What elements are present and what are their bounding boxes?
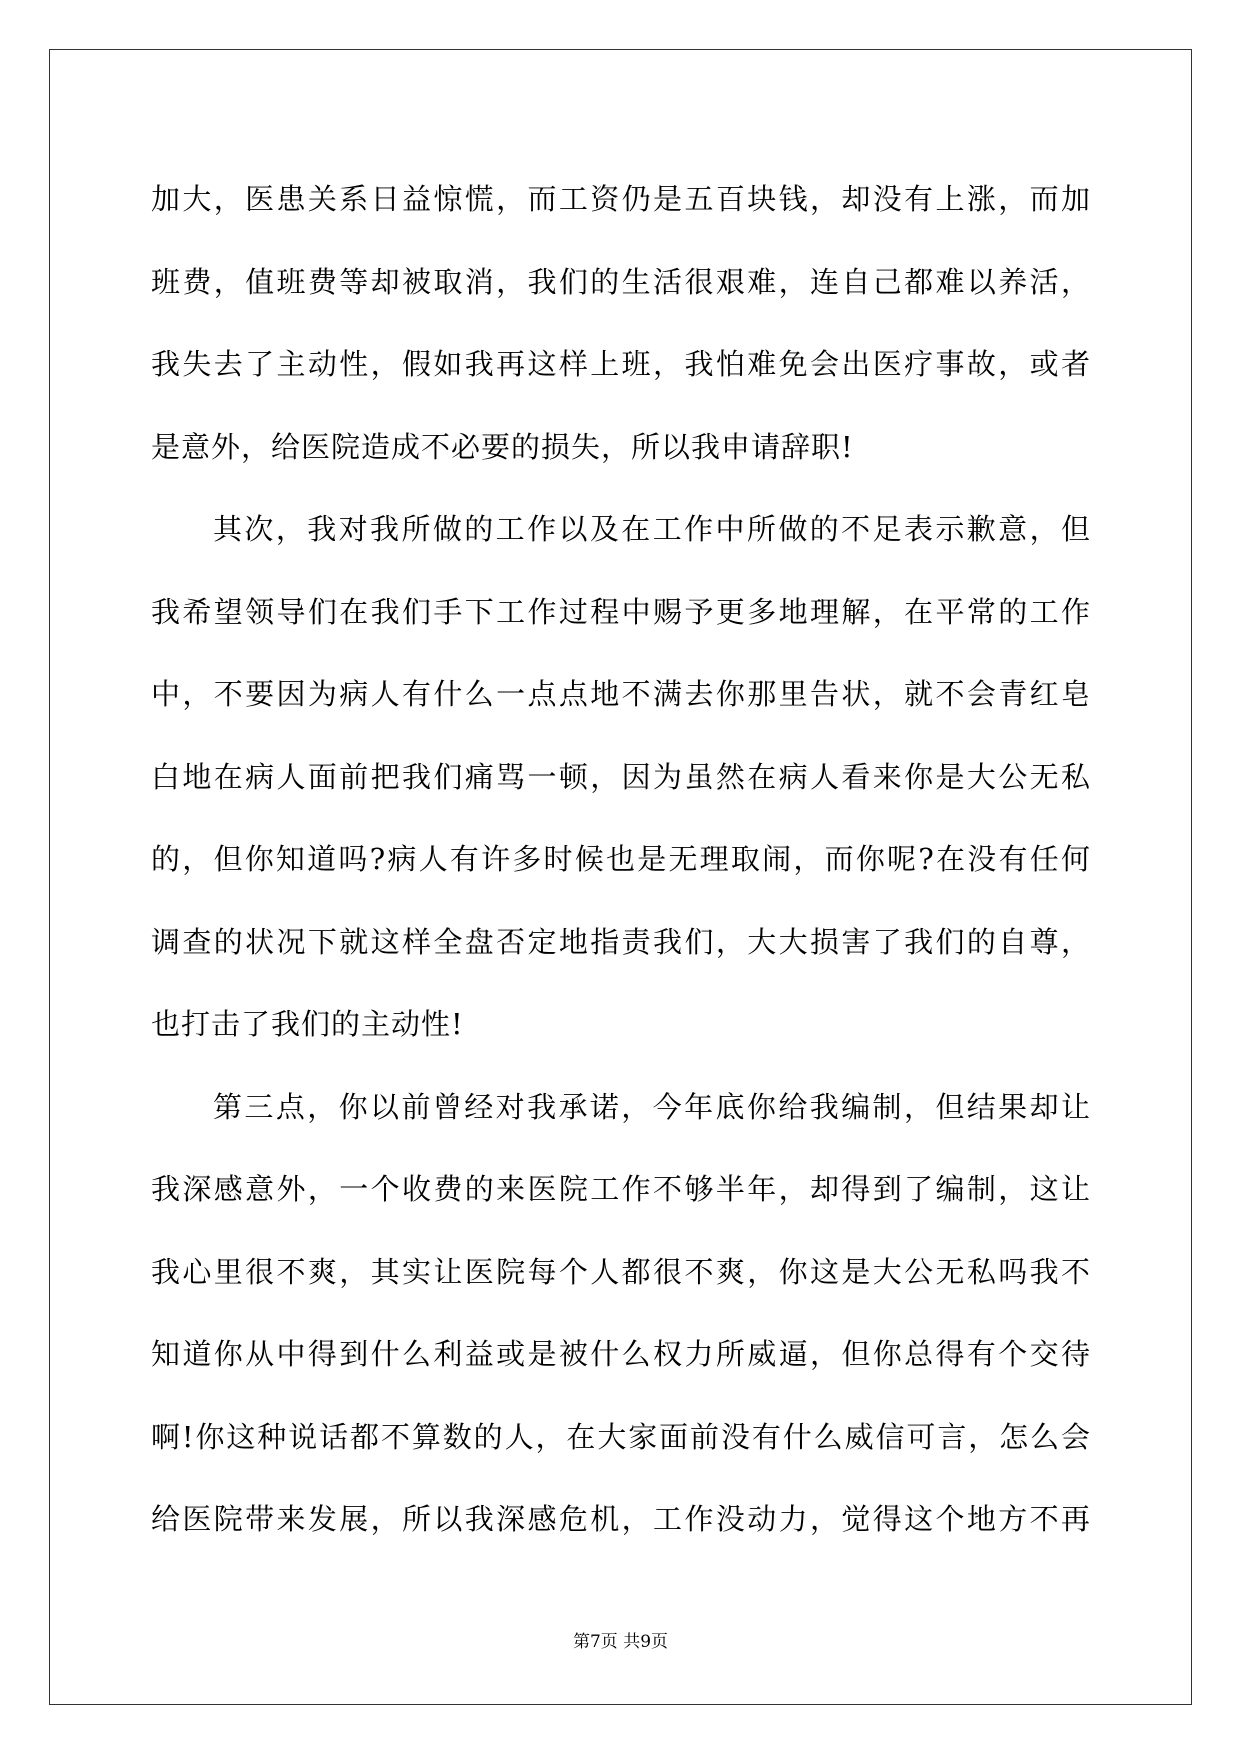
text-line: 我心里很不爽，其实让医院每个人都很不爽，你这是大公无私吗我不 bbox=[151, 1254, 1091, 1289]
paragraph-start-line: 第三点，你以前曾经对我承诺，今年底你给我编制，但结果却让 bbox=[213, 1089, 1091, 1124]
text-line: 中，不要因为病人有什么一点点地不满去你那里告状，就不会青红皂 bbox=[151, 677, 1091, 711]
text-line: 白地在病人面前把我们痛骂一顿，因为虽然在病人看来你是大公无私 bbox=[151, 759, 1091, 794]
text-line: 我希望领导们在我们手下工作过程中赐予更多地理解，在平常的工作 bbox=[151, 594, 1091, 629]
text-line: 啊!你这种说话都不算数的人，在大家面前没有什么威信可言，怎么会 bbox=[151, 1419, 1091, 1454]
text-line: 也打击了我们的主动性! bbox=[151, 1007, 464, 1041]
text-line: 班费，值班费等却被取消，我们的生活很艰难，连自己都难以养活， bbox=[151, 264, 1091, 299]
text-line: 知道你从中得到什么利益或是被什么权力所威逼，但你总得有个交待 bbox=[151, 1337, 1091, 1371]
paragraph-start-line: 其次，我对我所做的工作以及在工作中所做的不足表示歉意，但 bbox=[213, 512, 1091, 546]
page-number-footer: 第7页 共9页 bbox=[572, 1632, 669, 1652]
text-line: 我失去了主动性，假如我再这样上班，我怕难免会出医疗事故，或者 bbox=[151, 347, 1091, 381]
text-line: 的，但你知道吗?病人有许多时候也是无理取闹，而你呢?在没有任何 bbox=[151, 842, 1091, 876]
text-line: 我深感意外，一个收费的来医院工作不够半年，却得到了编制，这让 bbox=[151, 1172, 1091, 1206]
text-line: 加大，医患关系日益惊慌，而工资仍是五百块钱，却没有上涨，而加 bbox=[151, 182, 1091, 216]
body-text bbox=[151, 158, 1091, 1561]
text-line: 是意外，给医院造成不必要的损失，所以我申请辞职! bbox=[151, 429, 854, 464]
text-line: 给医院带来发展，所以我深感危机，工作没动力，觉得这个地方不再 bbox=[151, 1502, 1091, 1536]
text-line: 调查的状况下就这样全盘否定地指责我们，大大损害了我们的自尊， bbox=[151, 924, 1091, 959]
